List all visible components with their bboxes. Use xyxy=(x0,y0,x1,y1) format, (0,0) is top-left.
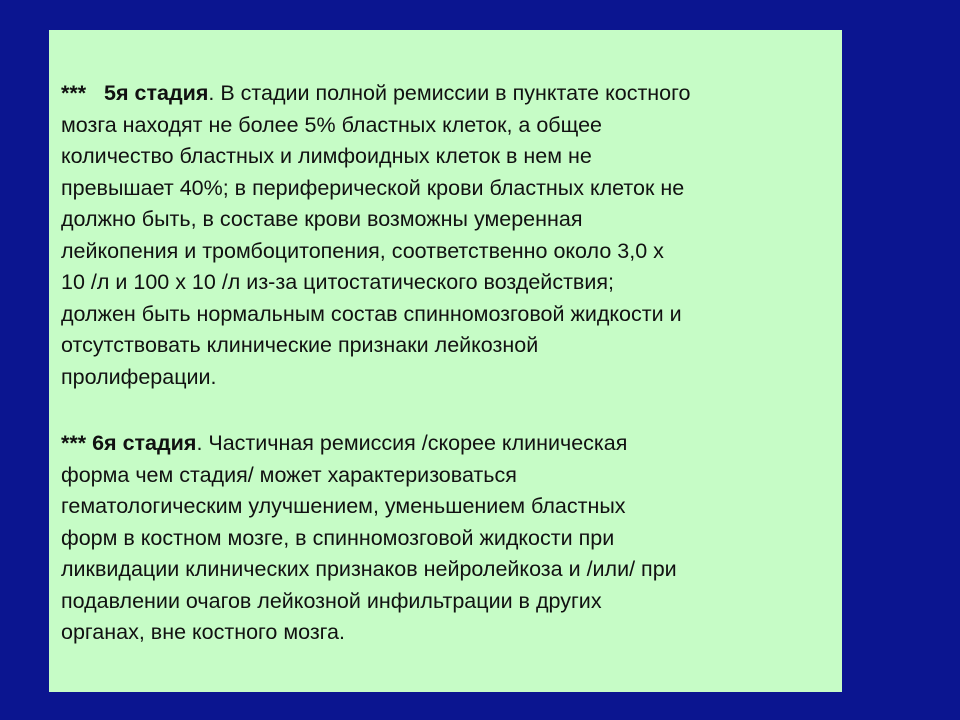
stage6-text-line: гематологическим улучшением, уменьшением бластных xyxy=(61,494,626,518)
stage6-text-line: органах, вне костного мозга. xyxy=(61,620,345,644)
stage6-text-line: форм в костном мозге, в спинномозговой жидкости при xyxy=(61,525,615,550)
stage6-line-1 xyxy=(61,428,831,460)
stage6-text-line: . Частичная ремиссия /скорее клиническая xyxy=(196,431,628,455)
stage6-text-line: подавлении очагов лейкозной инфильтрации в других xyxy=(61,588,602,613)
stage5-text-line: должно быть, в составе крови возможны умеренная xyxy=(61,207,583,231)
stage5-text-line: должен быть нормальным состав спинномозговой жидкости и xyxy=(61,301,682,326)
stage5-text-line: превышает 40%; в периферической крови бластных клеток не xyxy=(61,175,685,200)
stage6-heading: 6я стадия xyxy=(92,431,197,455)
stage6-paragraph xyxy=(61,428,831,649)
stage5-text-line: количество бластных и лимфоидных клеток в нем не xyxy=(61,144,592,168)
stage5-text-line: лейкопения и тромбоцитопения, соответственно около 3,0 х xyxy=(61,238,664,263)
content-panel xyxy=(49,30,842,692)
stage5-paragraph xyxy=(61,78,831,393)
stage5-marker: *** xyxy=(61,81,87,105)
stage5-text-line: отсутствовать клинические признаки лейкозной xyxy=(61,333,539,357)
stage5-text-line: 10 /л и 100 х 10 /л из-за цитостатического воздействия; xyxy=(61,270,614,294)
stage6-text-line: форма чем стадия/ может характеризоваться xyxy=(61,462,517,487)
stage6-marker: *** xyxy=(61,431,87,455)
stage5-text-line: . В стадии полной ремиссии в пунктате костного xyxy=(208,81,691,105)
stage5-heading: 5я стадия xyxy=(104,81,209,105)
stage5-line-1 xyxy=(61,78,831,110)
stage5-text-line: мозга находят не более 5% бластных клеток, а общее xyxy=(61,112,602,137)
stage6-text-line: ликвидации клинических признаков нейролейкоза и /или/ при xyxy=(61,557,677,581)
stage5-text-line: пролиферации. xyxy=(61,364,217,389)
